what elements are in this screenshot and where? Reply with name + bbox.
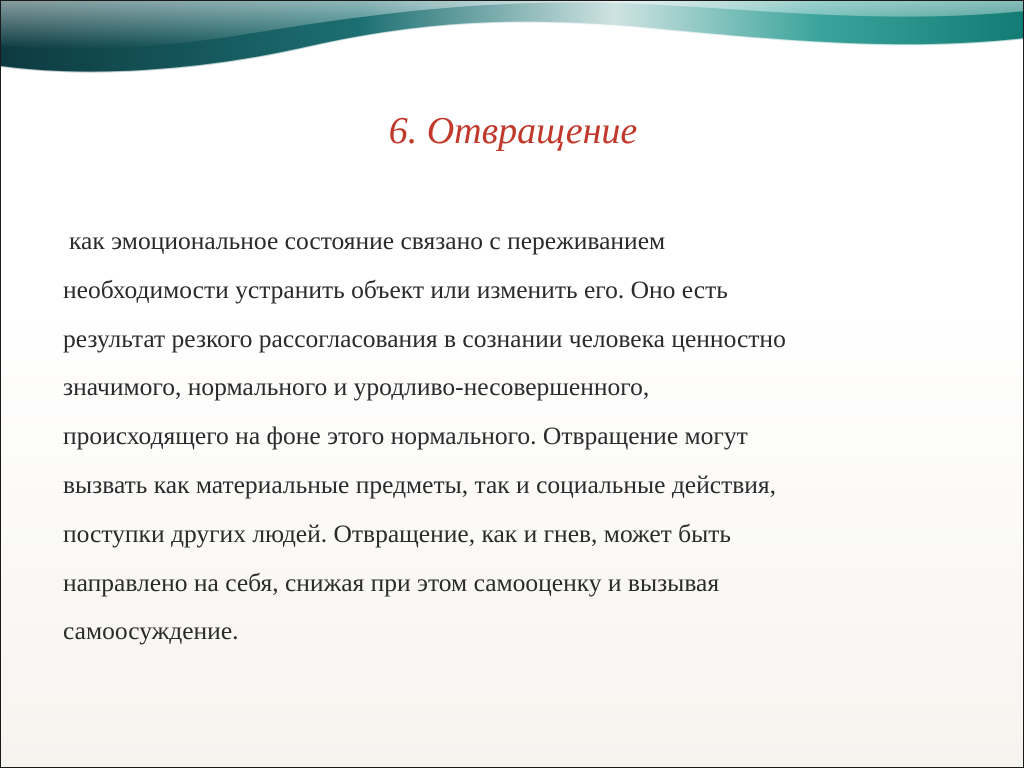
body-paragraph [63, 217, 973, 656]
body-line: вызвать как материальные предметы, так и социальные действия, [63, 469, 777, 499]
body-line: необходимости устранить объект или изменить его. Оно есть [63, 274, 728, 304]
body-line: самоосуждение. [63, 616, 239, 646]
body-line: направлено на себя, снижая при этом самооценку и вызывая [63, 567, 720, 597]
body-line: как эмоциональное состояние связано с переживанием [69, 226, 666, 255]
body-line: результат резкого рассогласования в сознании человека ценностно [63, 323, 786, 353]
decorative-wave-banner [1, 1, 1024, 91]
slide-title: 6. Отвращение [388, 110, 638, 152]
body-line: значимого, нормального и уродливо-несовершенного, [63, 372, 650, 402]
body-line: происходящего на фоне этого нормального. Отвращение могут [63, 421, 748, 451]
body-line: поступки других людей. Отвращение, как и гнев, может быть [63, 518, 732, 548]
